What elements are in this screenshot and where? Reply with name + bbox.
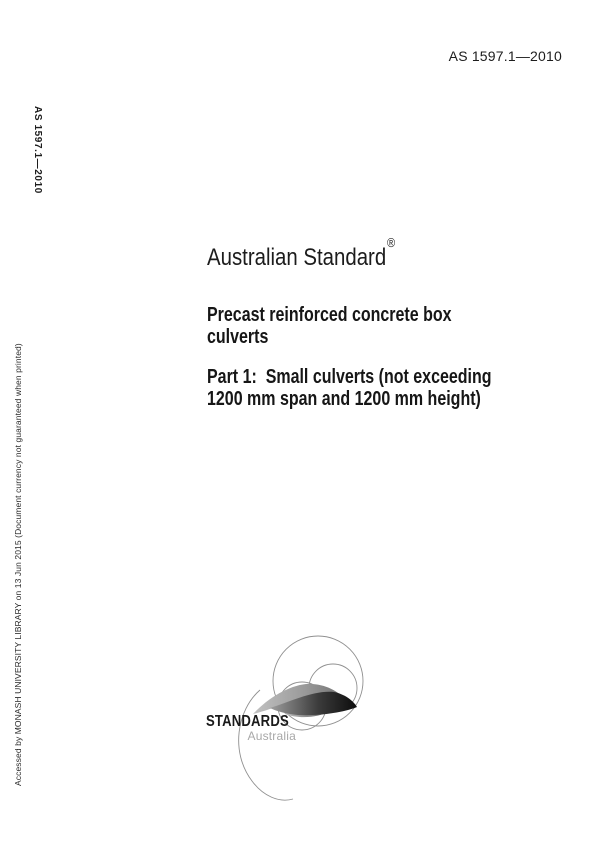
spine-document-number: AS 1597.1—2010: [32, 106, 43, 194]
logo-text-australia: Australia: [247, 729, 296, 743]
document-number-header: AS 1597.1—2010: [448, 48, 562, 64]
logo-text-standards: STANDARDS: [206, 713, 289, 730]
standard-part-line1: Part 1: Small culverts (not exceeding: [207, 366, 492, 388]
standards-australia-logo: [185, 628, 377, 810]
library-access-note: Accessed by MONASH UNIVERSITY LIBRARY on 13 Jun 2015 (Document currency not guaranteed when printed): [13, 343, 23, 786]
registered-trademark-symbol: ®: [387, 235, 396, 250]
standard-title: [207, 304, 452, 348]
standard-part-line2: 1200 mm span and 1200 mm height): [207, 388, 481, 410]
standard-part-title: [207, 366, 492, 410]
brand-title: [207, 235, 396, 272]
standard-title-line2: culverts: [207, 326, 269, 348]
standard-title-line1: Precast reinforced concrete box: [207, 304, 452, 326]
brand-title-text: Australian Standard: [207, 244, 387, 271]
